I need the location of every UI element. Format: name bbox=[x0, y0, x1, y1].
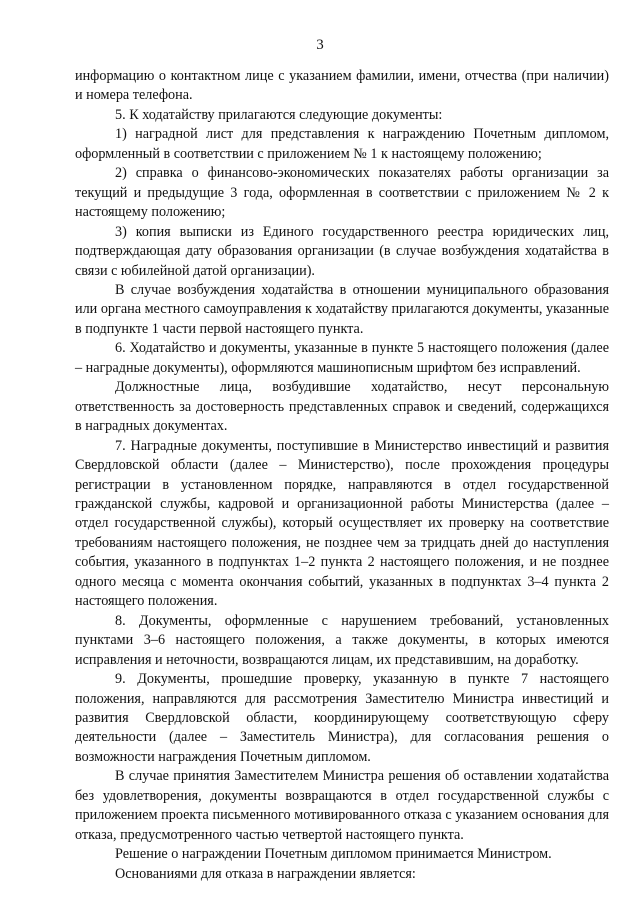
page-number: 3 bbox=[316, 37, 324, 53]
paragraph-item-5-3: 3) копия выписки из Единого государственного реестра юридических лиц, подтверждающая дату образования организации (в случае возбуждения ходатайства в связи с юбилейной датой организации). bbox=[75, 223, 609, 279]
document-body bbox=[75, 67, 609, 884]
paragraph-item-5-1: 1) наградной лист для представления к награждению Почетным дипломом, оформленный в соответствии с приложением № 1 к настоящему положению; bbox=[75, 126, 609, 162]
paragraph-item-5: 5. К ходатайству прилагаются следующие документы: bbox=[115, 106, 443, 123]
paragraph-item-8: 8. Документы, оформленные с нарушением требований, установленных пунктами 3–6 настоящего положения, а также документы, в которых имеются исправления и неточности, возвращаются лицам, их представившим, на доработку. bbox=[75, 612, 609, 668]
paragraph-contact-info: информацию о контактном лице с указанием фамилии, имени, отчества (при наличии) и номера телефона. bbox=[75, 68, 609, 104]
paragraph-refusal-grounds: Основаниями для отказа в награждении является: bbox=[115, 865, 416, 882]
paragraph-item-6: 6. Ходатайство и документы, указанные в пункте 5 настоящего положения (далее – наградные документы), оформляются машинописным шрифтом без исправлений. bbox=[75, 340, 609, 376]
paragraph-item-5-2: 2) справка о финансово-экономических показателях работы организации за текущий и предыдущие 3 года, оформленная в соответствии с приложением № 2 к настоящему положению; bbox=[75, 165, 609, 221]
paragraph-decision: Решение о награждении Почетным дипломом принимается Министром. bbox=[115, 846, 552, 863]
paragraph-refusal-case: В случае принятия Заместителем Министра решения об оставлении ходатайства без удовлетворения, документы возвращаются в отдел государственной службы с приложением проекта письменного мотивированного отказа с указанием основания для отказа, предусмотренного частью четвертой настоящего пункта. bbox=[75, 768, 609, 843]
paragraph-municipal-case: В случае возбуждения ходатайства в отношении муниципального образования или органа местного самоуправления к ходатайству прилагаются документы, указанные в подпункте 1 части первой настоящего пункта. bbox=[75, 281, 609, 337]
paragraph-item-9: 9. Документы, прошедшие проверку, указанную в пункте 7 настоящего положения, направляются для рассмотрения Заместителю Министра инвестиций и развития Свердловской области, координирующему соответствующую сферу деятельности (далее – Заместитель Министра), для согласования решения о возможности награждения Почетным дипломом. bbox=[75, 671, 609, 765]
paragraph-responsibility: Должностные лица, возбудившие ходатайство, несут персональную ответственность за достоверность представленных справок и сведений, содержащихся в наградных документах. bbox=[75, 379, 609, 435]
paragraph-item-7: 7. Наградные документы, поступившие в Министерство инвестиций и развития Свердловской области (далее – Министерство), после прохождения процедуры регистрации в установленном порядке, направляются в отдел государственной гражданской службы, кадровой и организационной работы Министерства (далее – отдел государственной службы), который осуществляет их проверку на соответствие требованиям настоящего положения, не позднее чем за тридцать дней до наступления события, указанного в подпунктах 1–2 пункта 2 настоящего положения, и не позднее одного месяца с момента окончания событий, указанных в подпунктах 3–4 пункта 2 настоящего положения. bbox=[75, 437, 609, 610]
